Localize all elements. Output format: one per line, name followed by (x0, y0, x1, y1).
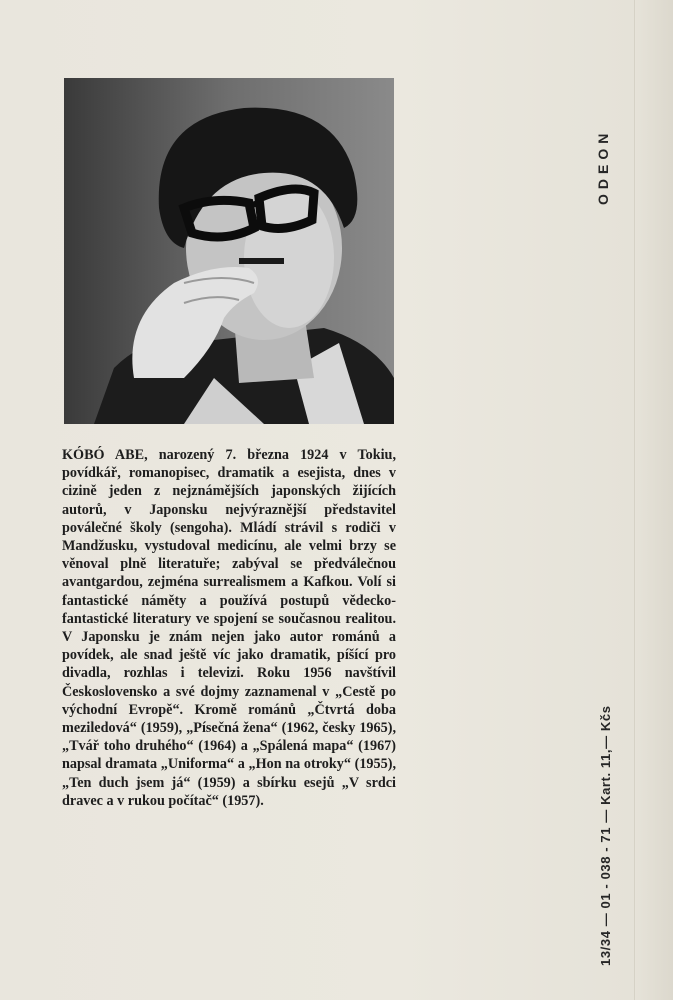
biography-text: , narozený 7. března 1924 v Tokiu, povídkář, romanopisec, dramatik a esejista, dnes v cizině jeden z nejznámějších japonských žijících autorů, v Japonsku nejvýraznější představitel poválečné školy (sengoha). Mládí strávil s rodiči v Mandžusku, vystudoval medicínu, ale velmi brzy se věnoval plně literatuře; zabýval se předválečnou avantgardou, zejména surrealismem a Kafkou. Volí si fantastické náměty a používá postupů vědecko-fantastické literatury ve spojení se současnou realitou. V Japonsku je znám nejen jako autor románů a povídek, ale snad ještě víc jako dramatik, píšící pro divadla, rozhlas i televizi. Roku 1956 navštívil Československo a své dojmy zaznamenal v „Cestě po východní Evropě“. Kromě románů „Čtvrtá doba meziledová“ (1959), „Písečná žena“ (1962, česky 1965), „Tvář toho druhého“ (1964) a „Spálená mapa“ (1967) napsal dramata „Uniforma“ a „Hon na otroky“ (1955), „Ten duch jsem já“ (1959) a sbírku esejů „V srdci dravec a v rukou počítač“ (1957). (62, 447, 396, 809)
catalog-price-line: 13/34 — 01 - 038 - 71 — Kart. 11,— Kčs (598, 705, 613, 966)
author-photo (64, 78, 394, 424)
author-name: KÓBÓ ABE (62, 447, 145, 463)
publisher-name: ODEON (595, 128, 611, 205)
cover-right-edge (634, 0, 673, 1000)
author-biography (62, 446, 396, 810)
